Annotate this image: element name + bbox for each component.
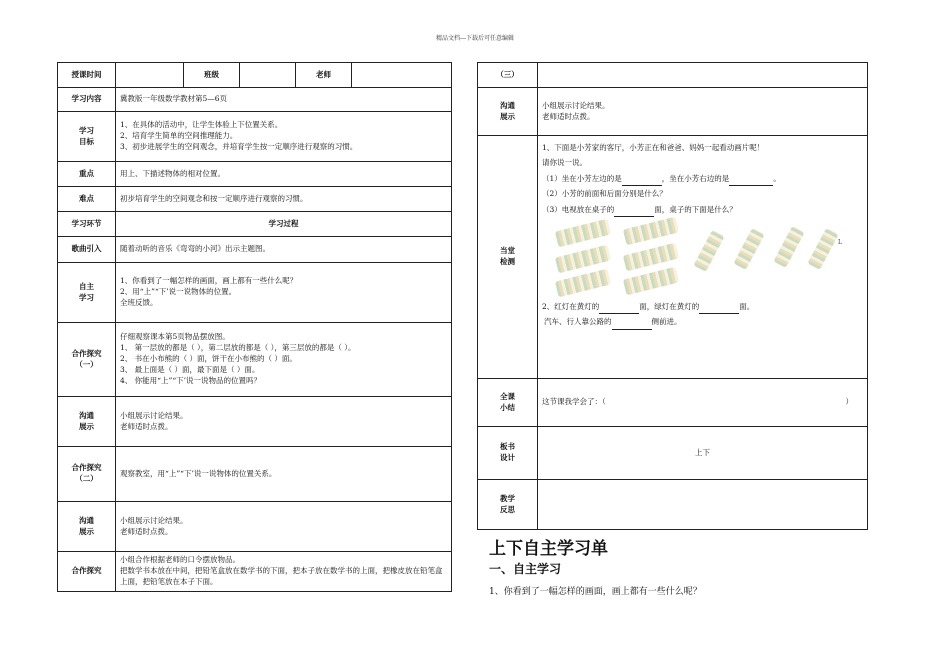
difficulty-text: 初步培育学生的空间观念和按一定顺序进行观察的习惯。: [116, 187, 452, 212]
illustration-item: [773, 226, 804, 268]
key-text: 用上、下描述物体的相对位置。: [116, 162, 452, 187]
time-label: 授课时间: [58, 63, 116, 88]
content-label: 学习内容: [58, 88, 116, 112]
worksheet-title: 上下自主学习单: [489, 539, 608, 559]
board-label: 板书 设计: [478, 427, 538, 480]
worksheet-section: 一、自主学习: [489, 562, 562, 576]
test-q1-part3: （3）电视放在桌子的 面，桌子的下面是什么？: [542, 202, 863, 217]
part3-label: （三）: [478, 63, 538, 88]
comm2-text: 小组展示讨论结果。 老师适时点拨。: [116, 502, 452, 552]
coop3-label: 合作探究: [58, 552, 116, 592]
coop2-text: 观察教室，用“上”“下’说一说物体的位置关系。: [116, 447, 452, 502]
header-note: 精品文档---下载后可任意编辑: [435, 35, 515, 42]
illustration-item: [555, 219, 611, 248]
process-title: 学习过程: [116, 212, 452, 237]
illustration-item: [555, 269, 611, 298]
song-text: 随着动听的音乐《弯弯的小河》出示主题图。: [116, 237, 452, 263]
class-cell: [240, 63, 296, 88]
illustration-mark: L: [838, 238, 842, 246]
right-comm-label: 沟通 展示: [478, 88, 538, 136]
song-label: 歌曲引入: [58, 237, 116, 263]
worksheet-question: 1、你看到了一幅怎样的画面，画上都有一些什么呢？: [489, 587, 702, 597]
class-label: 班级: [184, 63, 240, 88]
illustration-item: [807, 228, 838, 270]
part3-cell: [538, 63, 868, 88]
left-lesson-table: [57, 62, 452, 592]
goal-line: 3、初步进展学生的空间观念，并培育学生按一定顺序进行观察的习惯。: [120, 141, 358, 151]
test-label: 当堂 检测: [478, 136, 538, 379]
content-text: 冀教版一年级数学教材第5—6页: [116, 88, 452, 112]
summary-text: 这节课我学会了：（ ）: [538, 379, 868, 427]
test-illustration: [542, 217, 863, 299]
comm2-label: 沟通 展示: [58, 502, 116, 552]
time-cell: [116, 63, 184, 88]
coop2-label: 合作探究 （二）: [58, 447, 116, 502]
comm1-text: 小组展示讨论结果。 老师适时点拨。: [116, 397, 452, 447]
right-lesson-table: [477, 62, 868, 530]
test-q3: 汽车、行人靠公路的 侧前进。: [542, 314, 863, 329]
summary-label: 全课 小结: [478, 379, 538, 427]
key-label: 重点: [58, 162, 116, 187]
test-content: 1、下面是小芳家的客厅，小芳正在和爸爸、妈妈一起看动画片呢！ 请你说一说。 （1）坐在小芳左边的是 ，坐在小芳右边的是 。 （2）小芳的前面和后面分别是什么？ （3）电视放在桌子的 面，桌子的下面是什么？ L 2、红灯在黄灯的 面，绿灯在黄灯的 面。 汽车、行人靠公路的 侧前进。: [538, 136, 868, 379]
self-study-label: 自主 学习: [58, 263, 116, 323]
illustration-item: [623, 217, 679, 246]
goal-line: 1、在具体的活动中，让学生体验上下位置关系。: [120, 120, 283, 130]
coop1-label: 合作探究 （一）: [58, 323, 116, 397]
goals-label: 学习 目标: [58, 112, 116, 162]
teacher-label: 老师: [296, 63, 352, 88]
coop1-text: 仔细观察课本第5页物品摆放图。 1、 第一层放的都是（ ），第二层放的都是（ ），第三层放的都是（ ）。 2、 书在小布熊的（ ）面，饼干在小布熊的（ ）面。 3、 最上面是（ ）面，最下面是（ ）面。 4、 你能用“上”“下’说一说物品的位置吗？: [116, 323, 452, 397]
process-label: 学习环节: [58, 212, 116, 237]
teacher-cell: [352, 63, 452, 88]
illustration-item: [623, 267, 679, 296]
reflect-cell: [538, 480, 868, 530]
self-study-text: 1、你看到了一幅怎样的画面，画上都有一些什么呢？ 2、用“上”“下’说一说物体的位置。 全班反馈。: [116, 263, 452, 323]
test-q1-part1: （1）坐在小芳左边的是 ，坐在小芳右边的是 。: [542, 171, 863, 186]
board-text: 上下: [538, 427, 868, 480]
comm1-label: 沟通 展示: [58, 397, 116, 447]
illustration-item: [693, 230, 724, 272]
goal-line: 2、培育学生简单的空间推理能力。: [120, 131, 238, 141]
illustration-item: [733, 228, 764, 270]
coop3-text: 小组合作根据老师的口令摆放物品。 把数学书本放在中间，把铅笔盒放在数学书的下面，把本子放在数学书的上面，把橡皮放在铅笔盒上面，把铅笔放在本子下面。: [116, 552, 452, 592]
reflect-label: 教学 反思: [478, 480, 538, 530]
test-q2: 2、红灯在黄灯的 面，绿灯在黄灯的 面。: [542, 299, 863, 314]
goals-text: [116, 112, 452, 162]
right-comm-text: 小组展示讨论结果。 老师适时点拨。: [538, 88, 868, 136]
difficulty-label: 难点: [58, 187, 116, 212]
